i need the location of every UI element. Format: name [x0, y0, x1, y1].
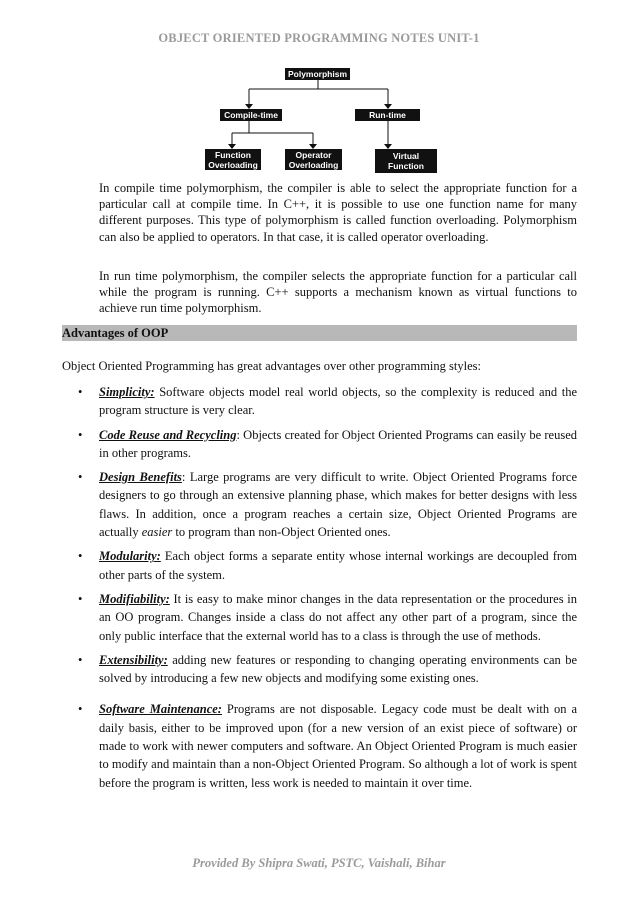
compile-time-paragraph: In compile time polymorphism, the compiler is able to select the appropriate function for a particular call at compile time. In C++, it is possible to use one function name for many different purposes. This type of polymorphism is called function overloading. Polymorphism can also be applied to operators. In that case, it is called operator overloading. — [99, 181, 577, 244]
list-item-modularity — [62, 547, 577, 584]
bullet-text: It is easy to make minor changes in the data representation or the procedures in an OO program. Changes inside a class do not affect any other part of a program, since the only public interface that the external world has to a class is through the use of methods. — [99, 591, 577, 643]
polymorphism-diagram — [0, 62, 638, 177]
bullet-term: Code Reuse and Recycling — [99, 427, 237, 442]
bullet-term: Software Maintenance: — [99, 702, 222, 717]
advantages-intro: Object Oriented Programming has great advantages over other programming styles: — [62, 359, 481, 373]
bullet-text: : Large programs are very difficult to write. Object Oriented Programs force designers to go through an extensive planning phase, which makes for better designs with less flaws. In addition, once a program reaches a certain size, Object Oriented Programs are actually — [99, 470, 577, 540]
bullet-text: Each object forms a separate entity whose internal workings are decoupled from other parts of the system. — [99, 549, 577, 582]
bullet-dot: • — [78, 385, 83, 399]
bullet-dot: • — [78, 702, 83, 717]
list-item-extensibility — [62, 651, 577, 688]
list-item-code-reuse — [62, 426, 577, 463]
list-item-simplicity — [62, 383, 577, 420]
advantages-list — [62, 383, 577, 792]
bullet-text: adding new features or responding to changing operating environments can be solved by introducing a few new objects and modifying some existing ones. — [99, 652, 577, 686]
bullet-dot: • — [78, 652, 83, 667]
node-polymorphism: Polymorphism — [285, 68, 350, 80]
page-footer: Provided By Shipra Swati, PSTC, Vaishali, Bihar — [192, 856, 446, 870]
bullet-dot: • — [78, 470, 83, 485]
node-function-overloading: Function Overloading — [205, 149, 261, 170]
bullet-term: Modularity: — [99, 549, 161, 564]
section-heading-advantages: Advantages of OOP — [62, 325, 577, 341]
bullet-term: Simplicity: — [99, 385, 155, 399]
bullet-text-continued: to program than non-Object Oriented ones. — [172, 525, 391, 540]
node-compile-time: Compile-time — [220, 109, 282, 121]
bullet-term: Extensibility: — [99, 652, 168, 667]
bullet-text: Programs are not disposable. Legacy code must be dealt with on a daily basis, either to be improved upon (for a new version of an exist piece of software) or made to work with newer computers and software. An Object Oriented Program is much easier to modify and maintain than a non-Object Oriented Program. So although a lot of work is spent before the program is written, less work is needed to maintain it over time. — [99, 702, 578, 790]
bullet-emphasis: easier — [141, 525, 173, 540]
list-item-software-maintenance — [62, 700, 577, 791]
bullet-dot: • — [78, 591, 83, 606]
node-run-time: Run-time — [355, 109, 420, 121]
node-operator-overloading: Operator Overloading — [285, 149, 342, 170]
bullet-term: Modifiability: — [99, 591, 170, 606]
run-time-paragraph: In run time polymorphism, the compiler selects the appropriate function for a particular call while the program is running. C++ supports a mechanism known as virtual functions to achieve run time polymorphism. — [99, 269, 577, 316]
page-header: OBJECT ORIENTED PROGRAMMING NOTES UNIT-1 — [158, 31, 480, 45]
list-item-design-benefits — [62, 468, 577, 541]
bullet-dot: • — [78, 427, 83, 442]
bullet-dot: • — [78, 549, 83, 564]
bullet-term: Design Benefits — [99, 470, 182, 485]
bullet-text: : Objects created for Object Oriented Programs can easily be reused in other programs. — [99, 427, 577, 460]
list-item-modifiability — [62, 590, 577, 645]
node-virtual-function: Virtual Function — [375, 149, 437, 173]
bullet-text: Software objects model real world objects, so the complexity is reduced and the program structure is very clear. — [99, 385, 577, 418]
